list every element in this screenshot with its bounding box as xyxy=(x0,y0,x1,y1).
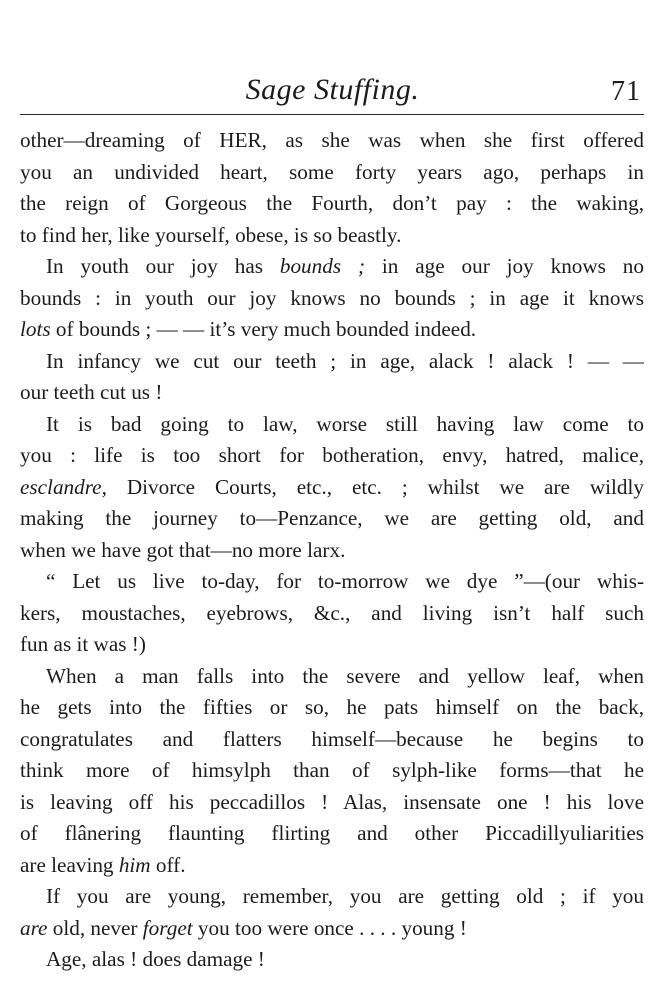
text-line: are leaving him off. xyxy=(20,852,186,877)
text-line: our teeth cut us ! xyxy=(20,380,163,404)
paragraph xyxy=(20,661,644,882)
text-line: you : life is too short for botheration, envy, hatred, malice, xyxy=(20,443,644,467)
italic-text: lots xyxy=(20,317,51,341)
text-line: When a man falls into the severe and yellow leaf, when xyxy=(46,663,644,688)
text-line: making the journey to—Penzance, we are getting old, and xyxy=(20,506,644,530)
text-line: is leaving off his peccadillos ! Alas, insensate one ! his love xyxy=(20,789,644,814)
text-line: In youth our joy has bounds ; in age our joy knows no xyxy=(46,254,644,278)
text-line: bounds : in youth our joy knows no bounds ; in age it knows xyxy=(20,285,644,310)
text-line: It is bad going to law, worse still having law come to xyxy=(46,411,644,436)
text-line: If you are young, remember, you are getting old ; if you xyxy=(46,884,644,908)
header-rule xyxy=(20,114,644,115)
text-line: kers, moustaches, eyebrows, &c., and living isn’t half such xyxy=(20,600,644,625)
italic-text: are xyxy=(20,915,48,940)
italic-text: forget xyxy=(142,915,193,940)
text-line: when we have got that—no more larx. xyxy=(20,537,346,562)
paragraph xyxy=(20,125,644,251)
italic-text: him xyxy=(118,852,151,877)
paragraph xyxy=(20,251,644,346)
paragraph xyxy=(20,944,644,976)
text-line: Age, alas ! does damage ! xyxy=(46,947,265,971)
page-number: 71 xyxy=(611,76,641,107)
text-line: lots of bounds ; — — it’s very much bounded indeed. xyxy=(20,317,477,341)
text-line: are old, never forget you too were once . . . . young ! xyxy=(20,915,467,940)
text-line: In infancy we cut our teeth ; in age, alack ! alack ! — — xyxy=(46,348,644,373)
text-line: esclandre, Divorce Courts, etc., etc. ; whilst we are wildly xyxy=(20,474,644,499)
italic-text: esclandre, xyxy=(20,474,107,499)
page-header xyxy=(20,72,645,112)
text-line: think more of himsylph than of sylph-like forms—that he xyxy=(20,758,644,782)
text-line: the reign of Gorgeous the Fourth, don’t pay : the waking, xyxy=(20,191,644,215)
text-line: of flânering flaunting flirting and other Piccadillyuliarities xyxy=(20,821,644,845)
italic-text: bounds ; xyxy=(279,254,366,278)
text-line: fun as it was !) xyxy=(20,632,146,656)
text-line: he gets into the fifties or so, he pats himself on the back, xyxy=(20,695,644,719)
text-line: other—dreaming of HER, as she was when she first offered xyxy=(20,128,644,152)
body-text xyxy=(20,125,644,976)
text-line: “ Let us live to-day, for to-morrow we dye ”—(our whis- xyxy=(46,569,644,593)
running-title: Sage Stuffing. xyxy=(245,73,420,106)
paragraph xyxy=(20,409,644,567)
text-line: you an undivided heart, some forty years ago, perhaps in xyxy=(20,159,644,184)
paragraph xyxy=(20,346,644,409)
paragraph xyxy=(20,881,644,944)
paragraph xyxy=(20,566,644,661)
text-line: congratulates and flatters himself—because he begins to xyxy=(20,726,644,751)
text-line: to find her, like yourself, obese, is so beastly. xyxy=(20,222,402,247)
